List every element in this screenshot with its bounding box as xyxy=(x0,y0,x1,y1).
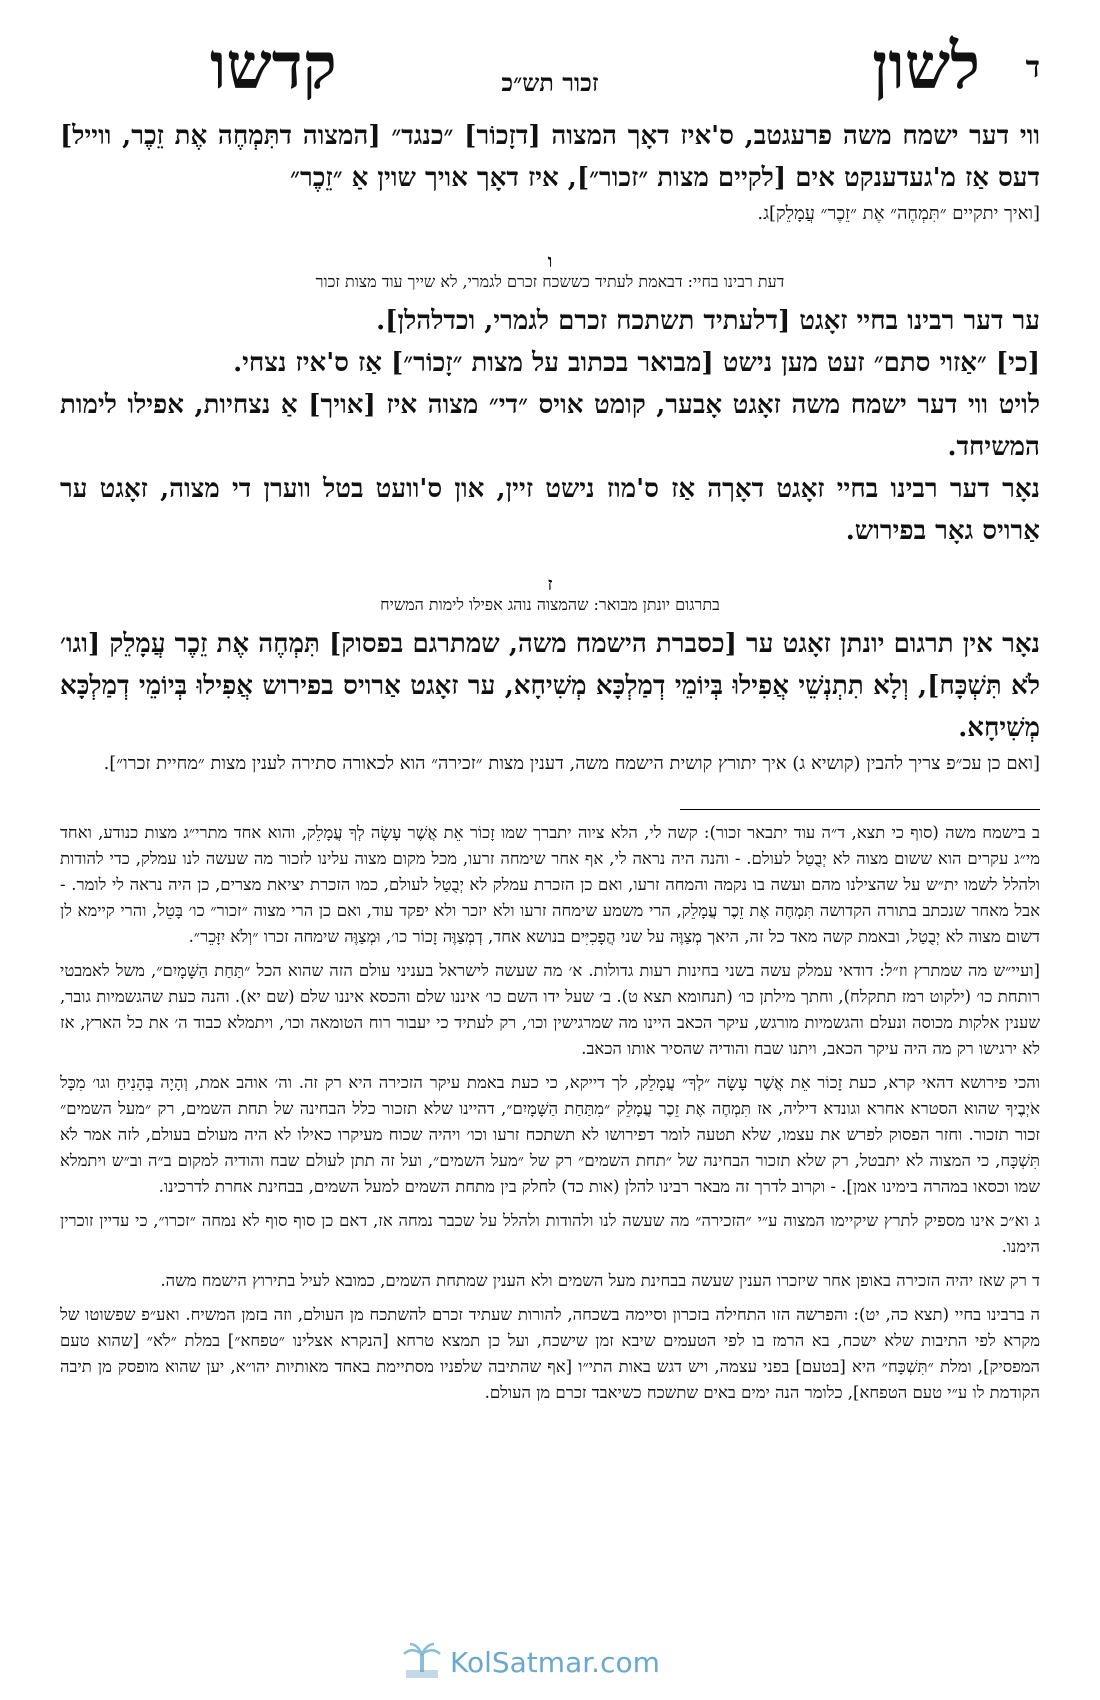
footnote-g: ג וא״כ אינו מספיק לתרץ שיקיימו המצוה ע״י ״הזכירה״ מה שעשה לנו ולהודות ולהלל על שכבר נמחה אז, דאם כן סוף סוף לא נמחה ״זכרו״, כי עדיין זוכרין הימנו. xyxy=(60,1211,1040,1256)
footnote-b-continued-2: והכי פירושא דהאי קרא, כעת זָכוֹר אֵת אֲשֶׁר עָשָׂה ״לְךָ״ עֲמָלֵק, לך דייקא, כי כעת באמת עיקר הזכירה היא רק זה. וה׳ אוהב אמת, וְהָיָה בְּהָנִיחַ וגו׳ מִכָּל אֹיְבֶיךָ שהוא הסטרא אחרא וגונדא דיליה, אז תִּמְחֶה אֶת זֵכֶר עֲמָלֵק ״מִתַּחַת הַשָּׁמָיִם״, דהיינו שלא תזכור כלל הבחינה של תחת השמים, רק ״מעל השמים״ זכור תזכור. וחזר הפסוק לפרש את עצמו, שלא תטעה לומר דפירושו לא תשתכח זרעו וכו׳ ויהיה שכוח מעיקרו כאילו לא היה מעולם בעולם, לזה אמר לֹא תִּשְׁכָּח, כי המצוה לא יתבטל, רק שלא תזכור הבחינה של ״תחת השמים״ רק של ״מעל השמים״, ועל זה תתן לעולם שבח והודיה למקום ב״ה וב״ש ויתמלא שמו וכסאו במהרה בימינו אמן]. - וקרוב לדרך זה מבאר רבינו להלן (אות כד) לחלק בין מתחת השמים למעל השמים, בבחינת אחרת לדרכינו. xyxy=(60,1073,1040,1196)
section7-number: ז xyxy=(547,574,553,595)
section6-paragraph-1: ער דער רבינו בחיי זאָגט [דלעתיד תשתכח זכרם לגמרי, וכדלהלן]. xyxy=(376,306,1040,336)
footnote-separator xyxy=(680,809,1040,810)
section6-number: ו xyxy=(547,251,553,272)
section6-title: דעת רבינו בחיי: דבאמת לעתיד כששכח זכרם לגמרי, לא שייך עוד מצות זכור xyxy=(315,272,785,291)
section6-paragraph-2: [כי] ״אַזוי סתם״ זעט מען נישט [מבואר בכתוב על מצות ״זָכוֹר״] אַז ס'איז נצחי. xyxy=(233,348,1040,378)
watermark-text: KolSatmar.com xyxy=(450,1645,660,1679)
footnote-b: ב בישמח משה (סוף כי תצא, ד״ה עוד יתבאר זכור): קשה לי, הלא ציוה יתברך שמו זָכוֹר אֵת אֲשֶׁר עָשָׂה לְךָ עֲמָלֵק, והוא אחד מתרי״ג מצות כנודע, ואחד מי״ג עקרים הוא ששום מצוה לא יְבֻטַל לעולם. - והנה היה נראה לי, אף אחר שימחה זרעו, מכל מקום מצוה עלינו לזכור מה שעשה לנו עמלק, כדי להודות ולהלל לשמו ית״ש על שהצילנו מהם ועשה בו נקמה והמחה זרעו, ואם כן הזכרת עמלק לא יְבֻטַל לעולם, כמו הזכרת יציאת מצרים, כן היה נראה לי לומר. - אבל מאחר שנכתב בתורה הקדושה תִּמְחֶה אֶת זֵכֶר עֲמָלֵק, הרי משמע שימחה זרעו ולא יזכר ולא יפקד עוד, ואם כן הרי מצוה ״זכור״ כו׳ בָּטֵל, והרי קיימא לן דשום מצוה לא יְבֻטַל, ובאמת קשה מאד כל זה, היאך מְצַוֶּה על שני הֲפָכִיִּים בנושא אחד, דְמְצַוֶּה זָכוֹר כו׳, וּמְצַוֶּה שימחה זכרו ״וְלֹא יִזָּכֵר״. xyxy=(60,823,1040,946)
header-title-left: קדשו xyxy=(210,29,337,104)
main-content xyxy=(60,115,1040,1414)
palm-tree-logo-icon xyxy=(400,1640,444,1684)
watermark xyxy=(400,1640,660,1684)
page-number: ד xyxy=(1025,50,1040,85)
footnote-d: ד רק שאז יהיה הזכירה באופן אחר שיזכרו הענין שעשה בבחינת מעל השמים ולא הענין שמתחת השמים, כמובא לעיל בתירוץ הישמח משה. xyxy=(160,1271,1040,1290)
header-subtitle: זכור תש״כ xyxy=(501,68,599,97)
footnote-b-continued-1: [ועיי״ש מה שמתרץ וז״ל: דודאי עמלק עשה בשני בחינות רעות גדולות. א׳ מה שעשה לישראל בעניני עולם הזה שהוא הכל ״תַּחַת הַשָּׁמָיִם״, משל לאמבטי רותחת כו׳ (ילקוט רמז תתקלח), וחתך מילתן כו׳ (תנחומא תצא ט). ב׳ שעל ידו השם כו׳ איננו שלם והכסא איננו שלם (שם יא). והנה כעת שהגשמיות גובר, שענין אלקות מכוסה ונעלם והגשמיות מורגש, עיקר הכאב היינו מה שמרגישין וכו׳, רק לעתיד כי יעבור רוח הטומאה וכו׳, ויתמלא כבוד ה׳ את כל הארץ, אז לא ירגישו רק מה היה עיקר הכאב, ויתנו שבח והודיה שהסיר אותו הכאב. xyxy=(60,961,1040,1058)
page-header xyxy=(60,20,1040,110)
footnote-h: ה ברבינו בחיי (תצא כה, יט): והפרשה הזו התחילה בזכרון וסיימה בשכחה, להורות שעתיד זכרם להשתכח מן העולם, וזה בזמן המשיח. ואע״פ שפשוטו של מקרא לפי התיבות שלא ישכח, בא הרמז בו לפי הטעמים שיבא זמן שישכח, ועל כן תמצא טרחא [הנקרא אצלינו ״טפחא״] במלת ״לֹא״ [שהוא טעם המפסיק], ומלת ״תִּשְׁכָּח״ היא [בטעם] בפני עצמה, ויש דגש באות התי״ו [אף שהתיבה שלפניו מסתיימת באחד מאותיות יהו״א, יען שהוא מופסק מן תיבה הקודמת לו ע״י טעם הטפחא], כלומר הנה ימים באים שתשכח כשיאבד זכרם מן העולם. xyxy=(60,1305,1040,1402)
section5-paragraph-2: [ואיך יתקיים ״תִּמְחֶה״ אֶת ״זֵכֶר״ עֲמָלֵק]ג. xyxy=(757,203,1040,224)
section6-paragraph-3: לויט ווי דער ישמח משה זאָגט אָבער, קומט אויס ״די״ מצוה איז [אויך] אַ נצחיות, אפילו לימות המשיחד. xyxy=(60,390,1040,462)
section7-paragraph-2: [ואם כן עכ״פ צריך להבין (קושיא ג) איך יתורץ קושית הישמח משה, דענין מצות ״זכירה״ הוא לכאורה סתירה לענין מצות ״מחיית זכרו״]. xyxy=(103,753,1040,774)
section7-paragraph-1: נאָר אין תרגום יונתן זאָגט ער [כסברת הישמח משה, שמתרגם בפסוק] תִּמְחֶה אֶת זֵכֶר עֲמָלֵק [וגו׳ לֹא תִּשְׁכָּח], וְלָא תִתְנְשֵׁי אֲפִילוּ בְּיוֹמֵי דְמַלְכָּא מְשִׁיחָא, ער זאָגט אַרויס בפירוש אֲפִילוּ בְּיוֹמֵי דְמַלְכָּא מְשִׁיחָא. xyxy=(60,629,1040,743)
section6-paragraph-4: נאָר דער רבינו בחיי זאָגט דאָךה אַז ס'מוז נישט זיין, און ס'וועט בטל ווערן די מצוה, זאָגט ער אַרויס גאָר בפירוש. xyxy=(60,474,1040,546)
header-title-right: לשון xyxy=(872,29,980,104)
section7-title: בתרגום יונתן מבואר: שהמצוה נוהג אפילו לימות המשיח xyxy=(380,595,720,614)
section5-paragraph-1: ווי דער ישמח משה פרעגטב, ס'איז דאָך המצוה [דזָכוֹר] ״כנגד״ [המצוה דתִּמְחֶה אֶת זֵכֶר, ווייל] דעס אַז מ'געדענקט אים [לקיים מצות ״זכור״], איז דאָך אויך שוין אַ ״זֵכֶר״ xyxy=(60,121,1040,193)
